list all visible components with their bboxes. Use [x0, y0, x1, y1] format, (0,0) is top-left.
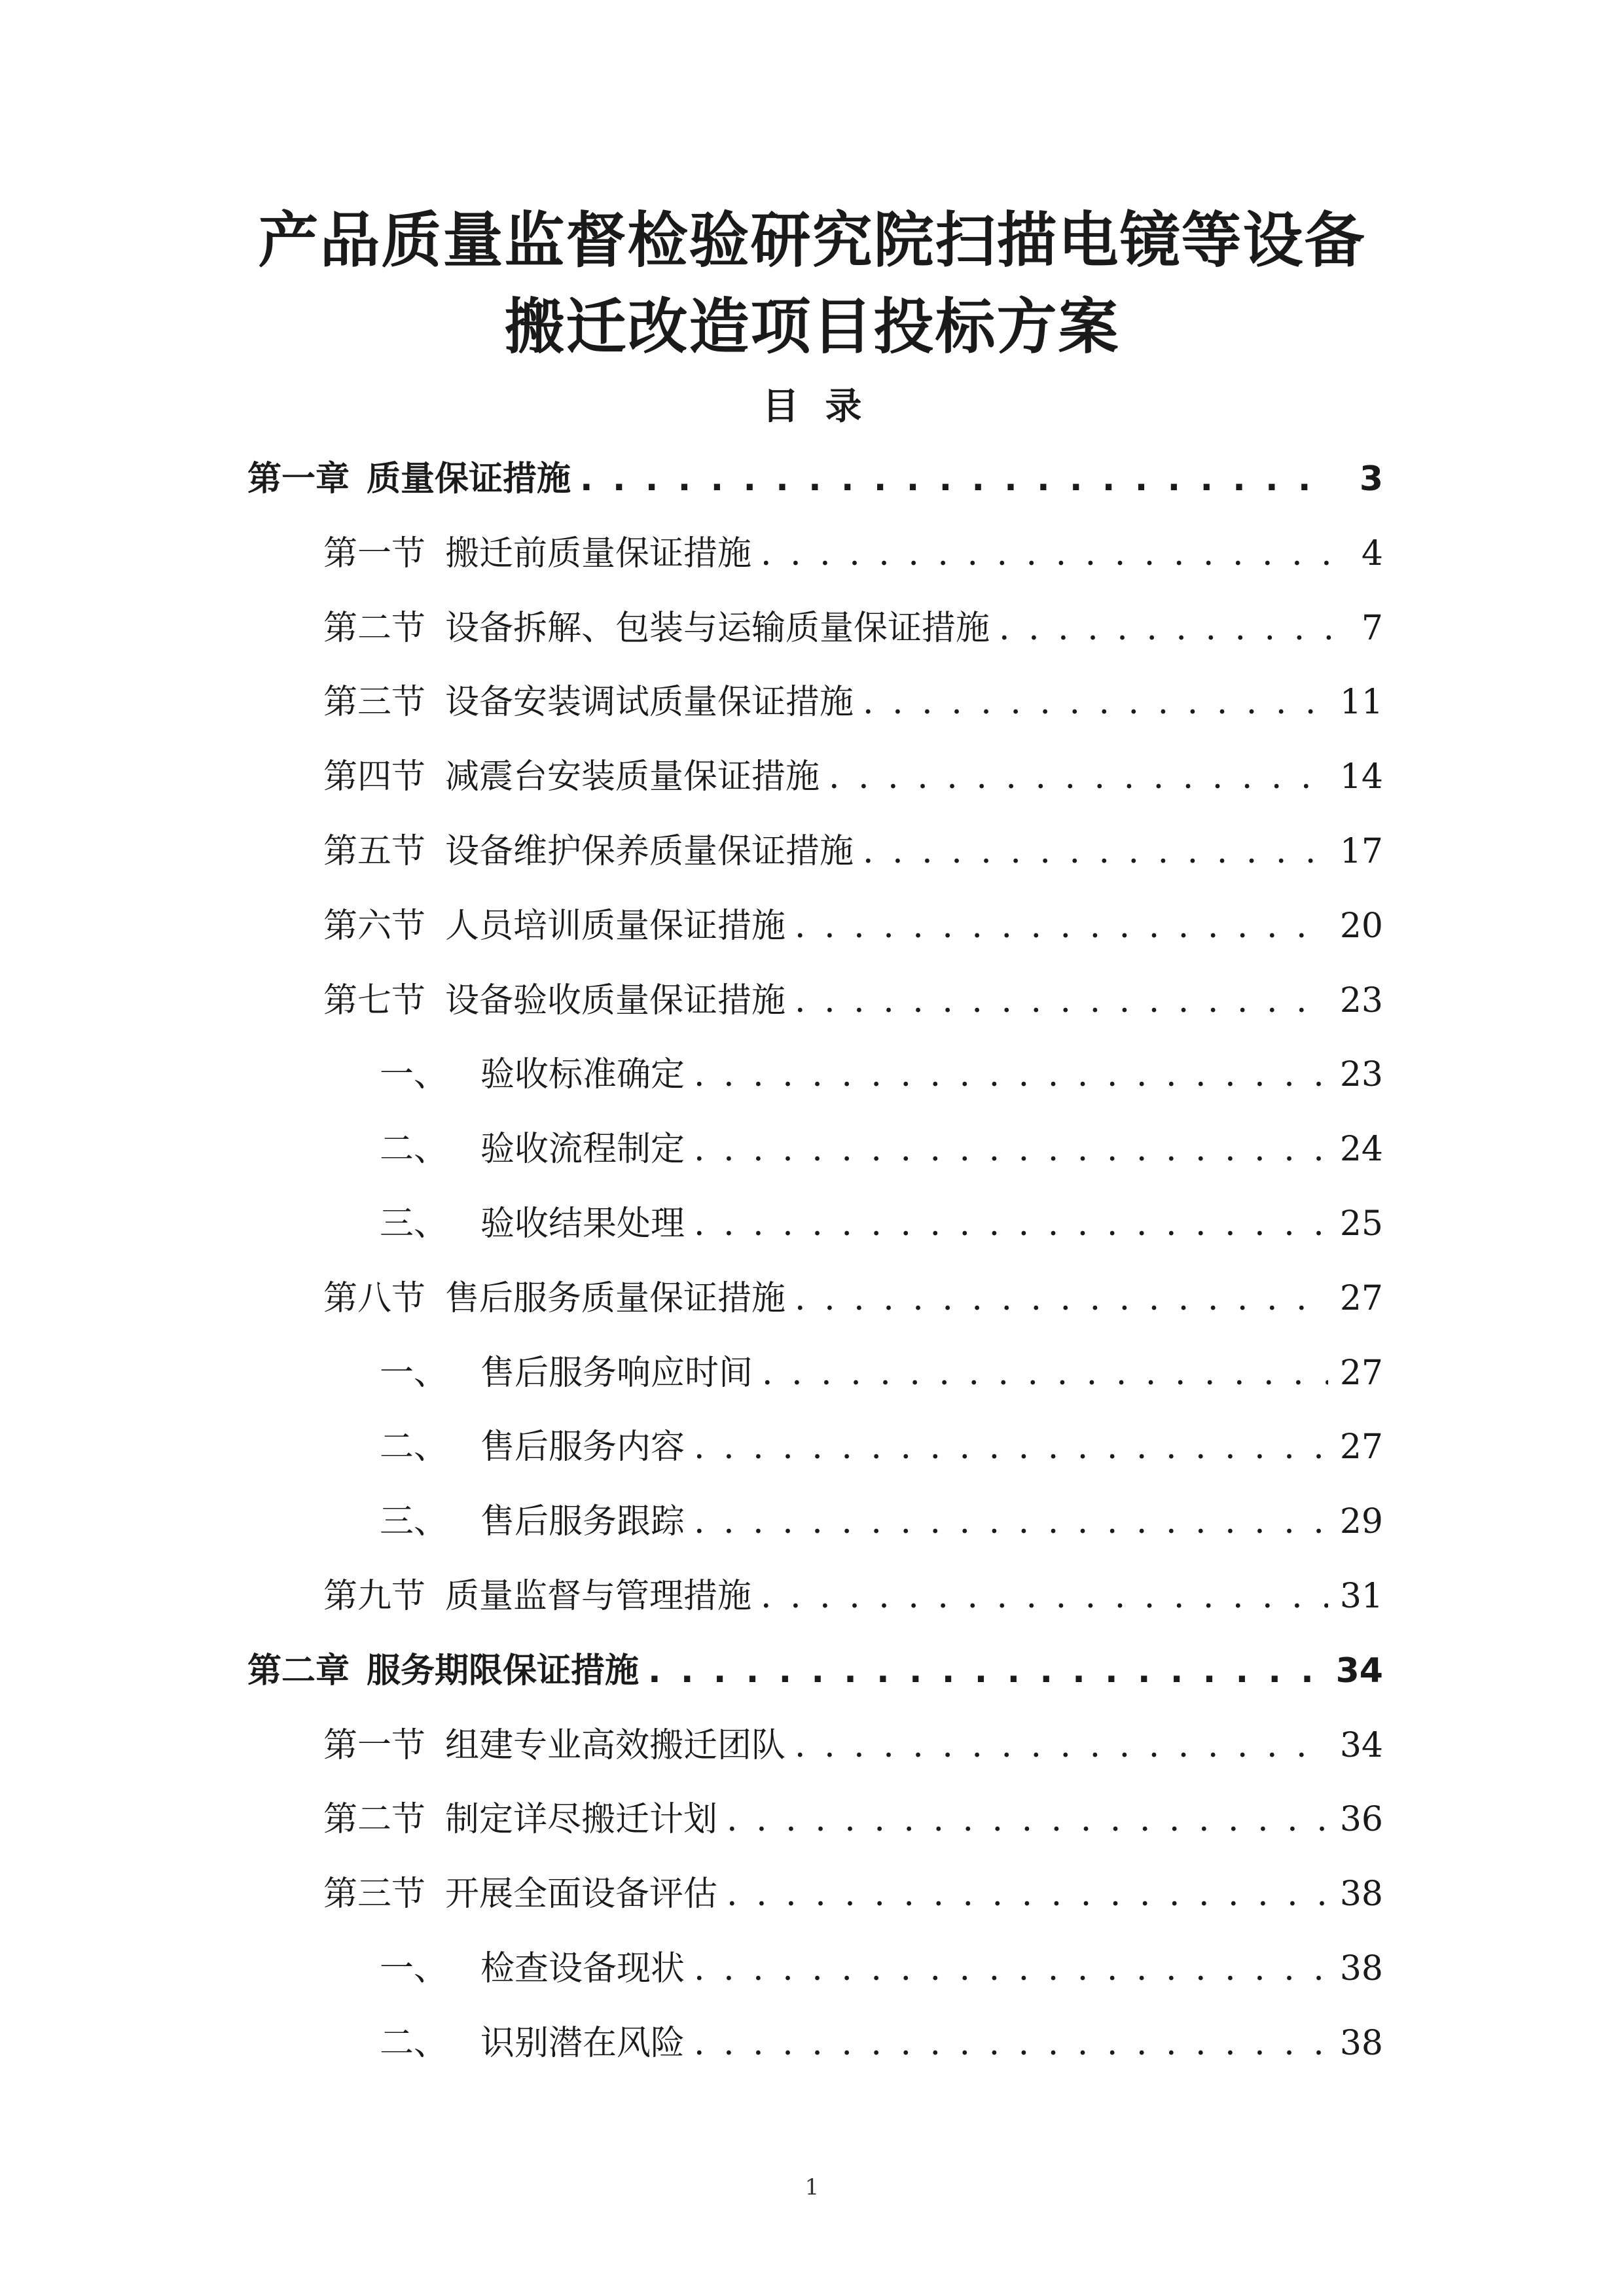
toc-entry-title: 检查设备现状 — [480, 1949, 685, 1988]
toc-dot-leader — [694, 1052, 1328, 1098]
toc-entry-page: 29 — [1339, 1502, 1383, 1542]
document-title-line-1: 产品质量监督检验研究院扫描电镜等设备 — [258, 206, 1366, 276]
toc-entry-title: 减震台安装质量保证措施 — [445, 757, 820, 797]
toc-entry-number: 第一节 — [323, 533, 426, 573]
toc-entry[interactable] — [380, 1201, 1383, 1247]
toc-entry-number: 二、 — [380, 2023, 448, 2063]
toc-entry-page: 20 — [1339, 906, 1383, 946]
toc-entry-title: 开展全面设备评估 — [445, 1874, 718, 1914]
toc-entry-number: 第一章 — [247, 459, 350, 499]
toc-entry-number: 一、 — [380, 1353, 448, 1393]
toc-entry-page: 11 — [1339, 683, 1383, 723]
toc-entry-title: 人员培训质量保证措施 — [445, 906, 786, 946]
toc-dot-leader — [795, 903, 1328, 949]
toc-entry-page: 27 — [1339, 1427, 1383, 1467]
toc-dot-leader — [795, 1276, 1328, 1321]
toc-entry-title: 搬迁前质量保证措施 — [445, 533, 752, 573]
toc-dot-leader — [761, 1573, 1328, 1619]
toc-entry-page: 4 — [1361, 533, 1383, 573]
toc-entry-number: 三、 — [380, 1502, 448, 1542]
toc-entry-page: 24 — [1339, 1130, 1383, 1170]
toc-entry-number: 第三节 — [323, 1874, 426, 1914]
toc-entry[interactable] — [323, 903, 1383, 949]
toc-entry[interactable] — [247, 1648, 1383, 1694]
document-title-line-2: 搬迁改造项目投标方案 — [504, 292, 1120, 362]
toc-dot-leader — [829, 754, 1328, 800]
toc-entry-number: 一、 — [380, 1055, 448, 1095]
toc-dot-leader — [694, 1424, 1328, 1470]
toc-heading: 目录 — [762, 386, 888, 428]
toc-entry[interactable] — [323, 1797, 1383, 1842]
toc-dot-leader — [999, 605, 1332, 651]
toc-entry-number: 一、 — [380, 1949, 448, 1988]
toc-entry-page: 23 — [1339, 980, 1383, 1020]
toc-entry-title: 设备验收质量保证措施 — [445, 980, 786, 1020]
toc-entry-page: 25 — [1339, 1204, 1383, 1244]
toc-dot-leader — [694, 1126, 1328, 1172]
toc-entry-page: 38 — [1339, 1949, 1383, 1988]
toc-entry-number: 第二节 — [323, 1800, 426, 1840]
toc-entry-title: 售后服务响应时间 — [480, 1353, 753, 1393]
toc-dot-leader — [795, 1723, 1328, 1768]
toc-entry-page: 38 — [1339, 2023, 1383, 2063]
toc-entry[interactable] — [323, 978, 1383, 1024]
toc-entry-number: 第三节 — [323, 683, 426, 723]
toc-entry-number: 第六节 — [323, 906, 426, 946]
toc-entry-number: 第七节 — [323, 980, 426, 1020]
toc-entry-page: 17 — [1339, 832, 1383, 871]
toc-entry-title: 设备安装调试质量保证措施 — [445, 683, 854, 723]
toc-entry-number: 二、 — [380, 1130, 448, 1170]
toc-entry[interactable] — [247, 456, 1383, 502]
toc-dot-leader — [694, 2020, 1328, 2066]
toc-entry[interactable] — [380, 1052, 1383, 1098]
toc-entry[interactable] — [323, 754, 1383, 800]
toc-entry-title: 设备维护保养质量保证措施 — [445, 832, 854, 871]
toc-entry-title: 质量监督与管理措施 — [445, 1577, 752, 1616]
toc-dot-leader — [580, 456, 1332, 502]
toc-entry[interactable] — [323, 1723, 1383, 1768]
toc-entry-title: 质量保证措施 — [367, 459, 571, 499]
toc-entry-number: 第八节 — [323, 1278, 426, 1318]
toc-dot-leader — [694, 1946, 1328, 1992]
toc-entry-title: 设备拆解、包装与运输质量保证措施 — [445, 608, 990, 648]
toc-entry-number: 二、 — [380, 1427, 448, 1467]
toc-entry-number: 三、 — [380, 1204, 448, 1244]
toc-entry-title: 售后服务内容 — [480, 1427, 685, 1467]
toc-entry[interactable] — [380, 1350, 1383, 1396]
toc-dot-leader — [727, 1797, 1328, 1842]
toc-dot-leader — [727, 1871, 1328, 1917]
toc-entry-page: 36 — [1339, 1800, 1383, 1840]
toc-dot-leader — [648, 1648, 1324, 1694]
toc-entry-page: 38 — [1339, 1874, 1383, 1914]
toc-entry-page: 31 — [1339, 1577, 1383, 1616]
page-number: 1 — [804, 2174, 820, 2200]
toc-entry[interactable] — [323, 605, 1383, 651]
toc-entry-title: 识别潜在风险 — [480, 2023, 685, 2063]
toc-entry-title: 验收标准确定 — [480, 1055, 685, 1095]
toc-entry-number: 第九节 — [323, 1577, 426, 1616]
toc-dot-leader — [694, 1201, 1328, 1247]
toc-entry-title: 售后服务质量保证措施 — [445, 1278, 786, 1318]
toc-entry-number: 第五节 — [323, 832, 426, 871]
toc-entry-title: 制定详尽搬迁计划 — [445, 1800, 718, 1840]
toc-entry-title: 验收流程制定 — [480, 1130, 685, 1170]
toc-entry[interactable] — [380, 1946, 1383, 1992]
toc-entry[interactable] — [323, 531, 1383, 577]
toc-entry-number: 第一节 — [323, 1725, 426, 1765]
toc-dot-leader — [863, 679, 1328, 725]
toc-entry-page: 34 — [1335, 1651, 1383, 1691]
toc-dot-leader — [694, 1499, 1328, 1545]
toc-entry[interactable] — [380, 1424, 1383, 1470]
toc-entry-page: 3 — [1359, 459, 1383, 499]
toc-dot-leader — [863, 829, 1328, 874]
toc-dot-leader — [795, 978, 1328, 1024]
toc-entry-page: 23 — [1339, 1055, 1383, 1095]
toc-entry-title: 组建专业高效搬迁团队 — [445, 1725, 786, 1765]
toc-entry[interactable] — [323, 829, 1383, 874]
toc-entry-title: 服务期限保证措施 — [367, 1651, 640, 1691]
toc-dot-leader — [761, 531, 1332, 577]
toc-entry-number: 第二章 — [247, 1651, 350, 1691]
toc-entry-page: 27 — [1339, 1278, 1383, 1318]
toc-entry-page: 27 — [1339, 1353, 1383, 1393]
toc-entry[interactable] — [380, 1126, 1383, 1172]
toc-entry-page: 14 — [1339, 757, 1383, 797]
toc-entry[interactable] — [323, 1573, 1383, 1619]
toc-entry-number: 第二节 — [323, 608, 426, 648]
toc-entry-number: 第四节 — [323, 757, 426, 797]
toc-entry-page: 7 — [1361, 608, 1383, 648]
toc-entry[interactable] — [323, 679, 1383, 725]
toc-dot-leader — [762, 1350, 1328, 1396]
toc-entry[interactable] — [323, 1276, 1383, 1321]
toc-entry-title: 售后服务跟踪 — [480, 1502, 685, 1542]
toc-entry-title: 验收结果处理 — [480, 1204, 685, 1244]
toc-entry[interactable] — [380, 1499, 1383, 1545]
toc-entry[interactable] — [323, 1871, 1383, 1917]
toc-entry-page: 34 — [1339, 1725, 1383, 1765]
toc-entry[interactable] — [380, 2020, 1383, 2066]
